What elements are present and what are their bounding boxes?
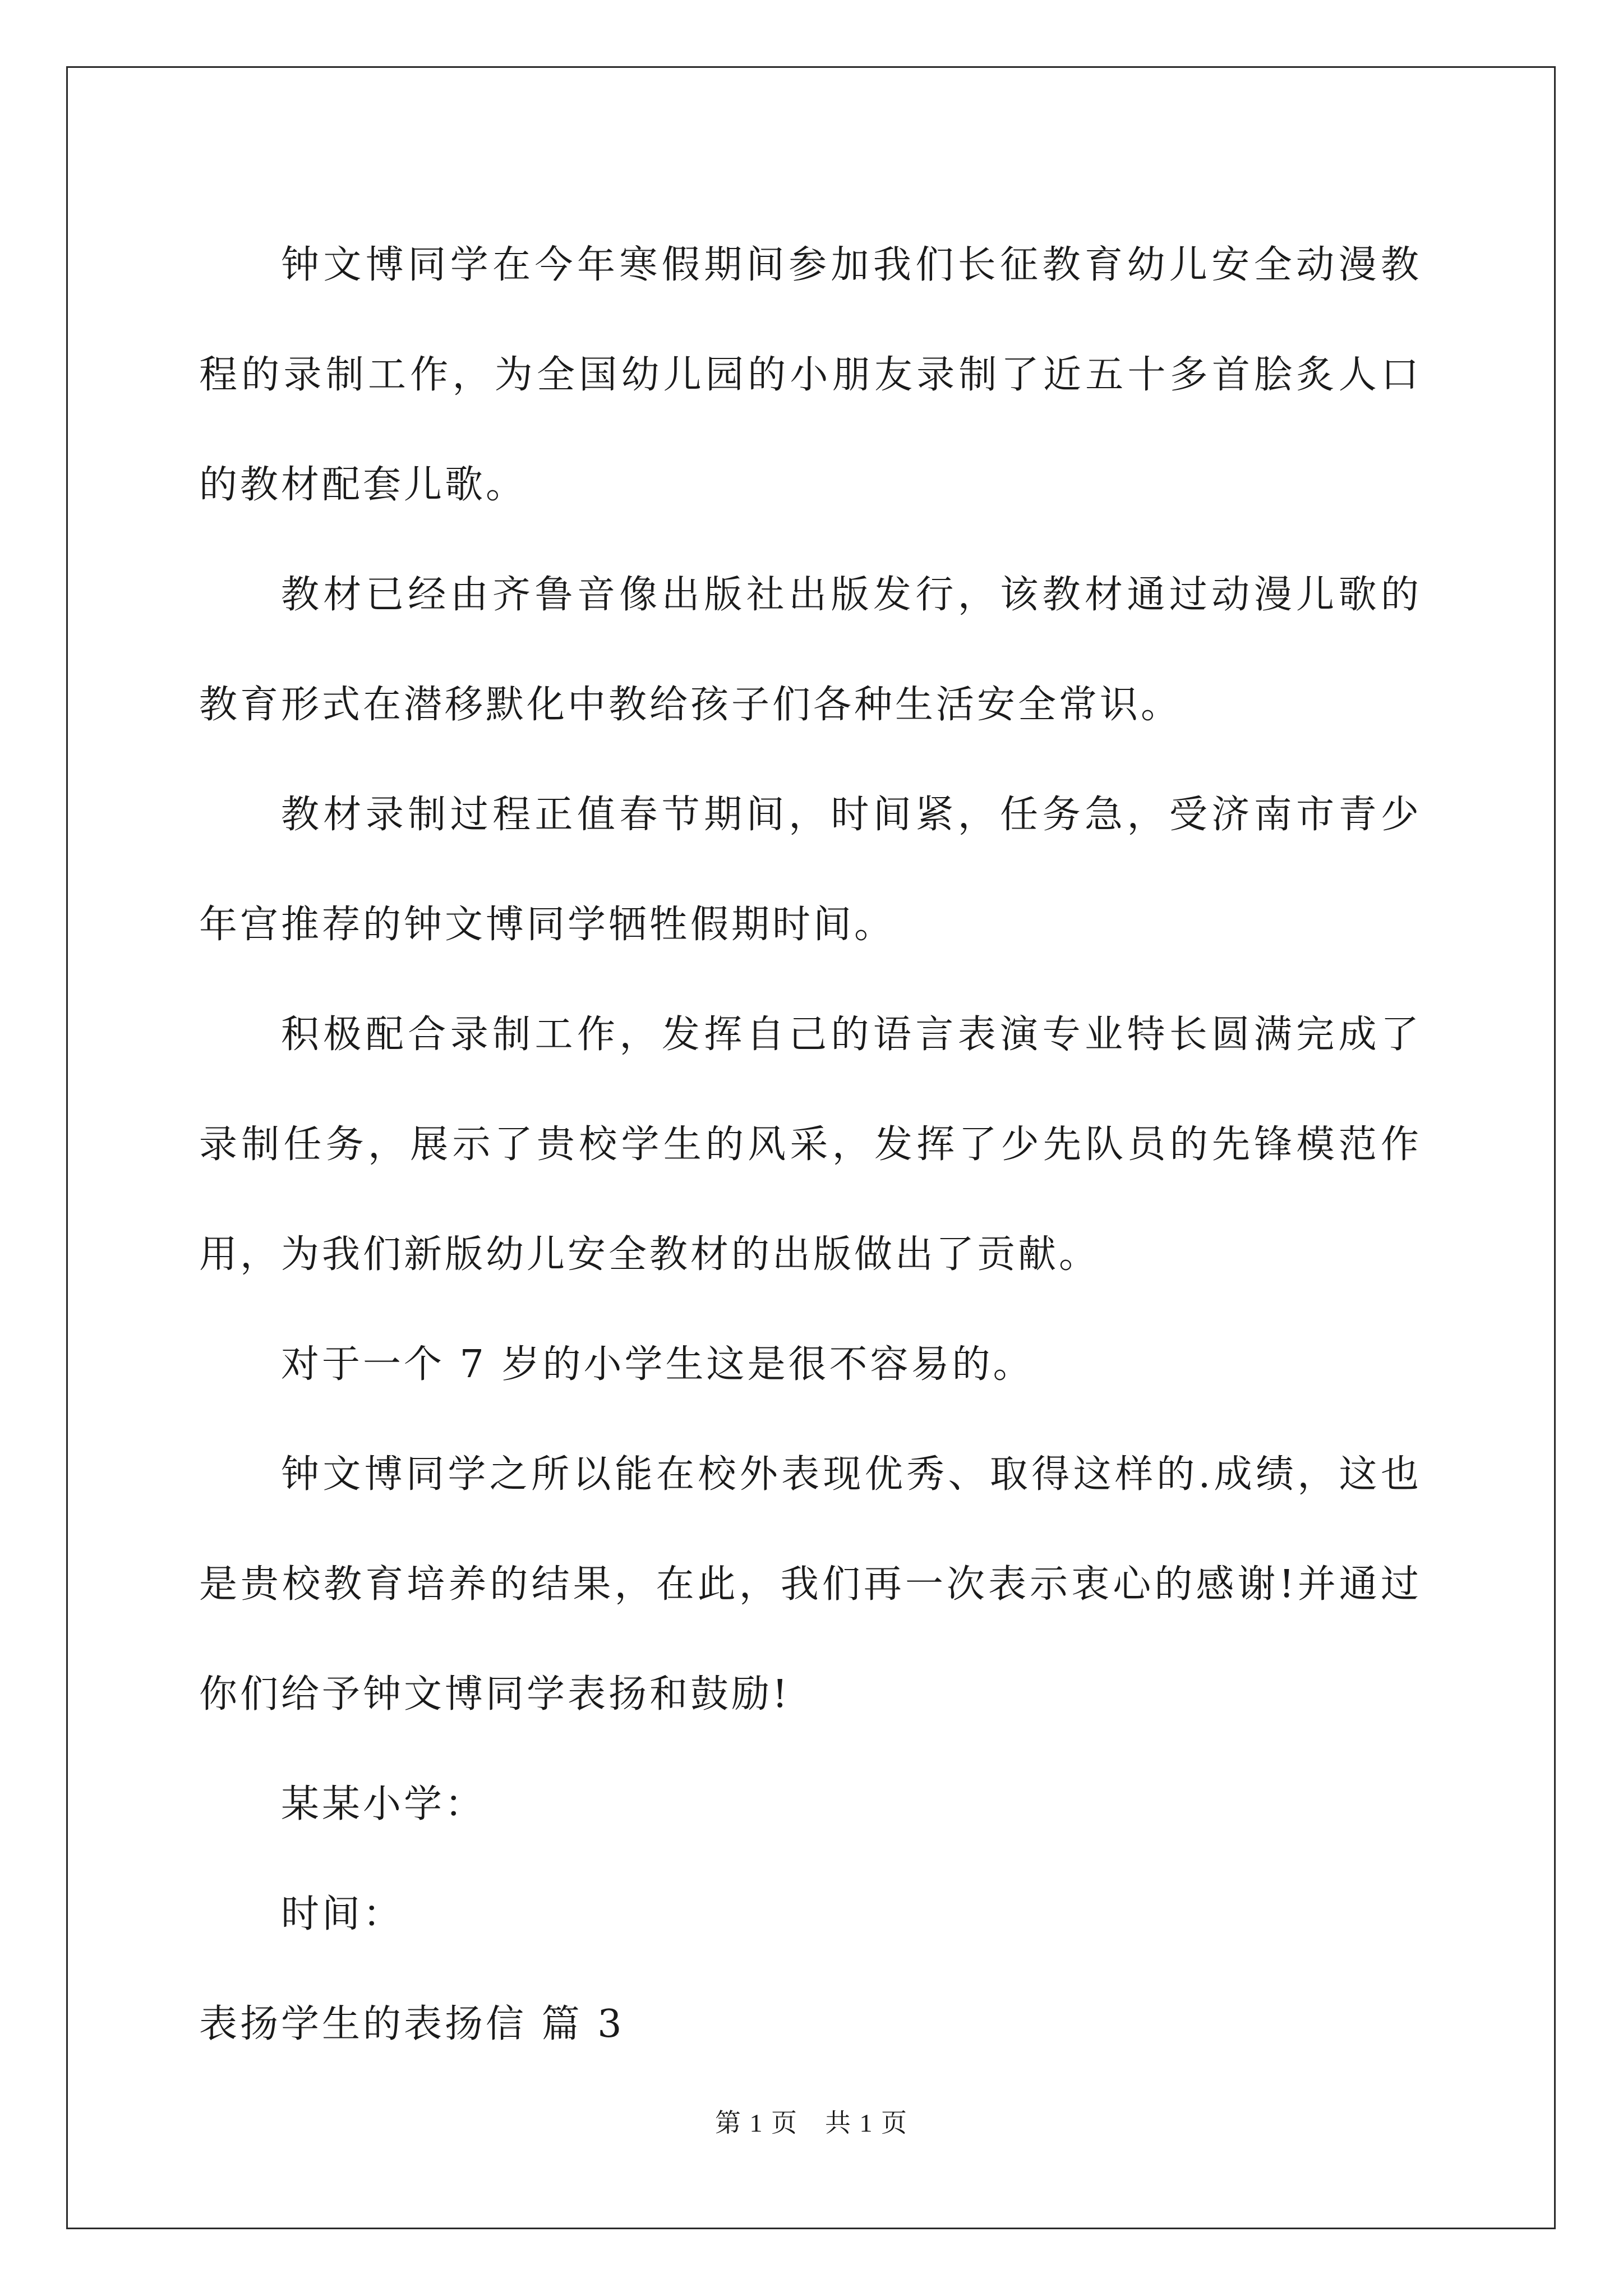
page-footer: [0, 2102, 1623, 2139]
paragraph-4: 积极配合录制工作，发挥自己的语言表演专业特长圆满完成了录制任务，展示了贵校学生的风采，发挥了少先队员的先锋模范作用，为我们新版幼儿安全教材的出版做出了贡献。: [199, 1013, 1422, 1277]
signature-school: 某某小学：: [281, 1782, 486, 1826]
page-total: 共 1 页: [825, 2109, 908, 2137]
signature-date: 时间：: [281, 1892, 404, 1936]
paragraph-6: 钟文博同学之所以能在校外表现优秀、取得这样的.成绩，这也是贵校教育培养的结果，在此，我们再一次表示衷心的感谢!并通过你们给予钟文博同学表扬和鼓励!: [199, 1452, 1422, 1717]
section-heading: 表扬学生的表扬信 篇 3: [199, 2002, 625, 2046]
paragraph-2: 教材已经由齐鲁音像出版社出版发行，该教材通过动漫儿歌的教育形式在潜移默化中教给孩子们各种生活安全常识。: [199, 573, 1422, 727]
page-number: 第 1 页: [715, 2109, 798, 2137]
paragraph-5: 对于一个 7 岁的小学生这是很不容易的。: [281, 1342, 1034, 1387]
paragraph-1: 钟文博同学在今年寒假期间参加我们长征教育幼儿安全动漫教程的录制工作，为全国幼儿园的小朋友录制了近五十多首脍炙人口的教材配套儿歌。: [199, 243, 1422, 507]
paragraph-3: 教材录制过程正值春节期间，时间紧，任务急，受济南市青少年宫推荐的钟文博同学牺牲假期时间。: [199, 793, 1422, 947]
document-body: [199, 210, 1422, 2079]
